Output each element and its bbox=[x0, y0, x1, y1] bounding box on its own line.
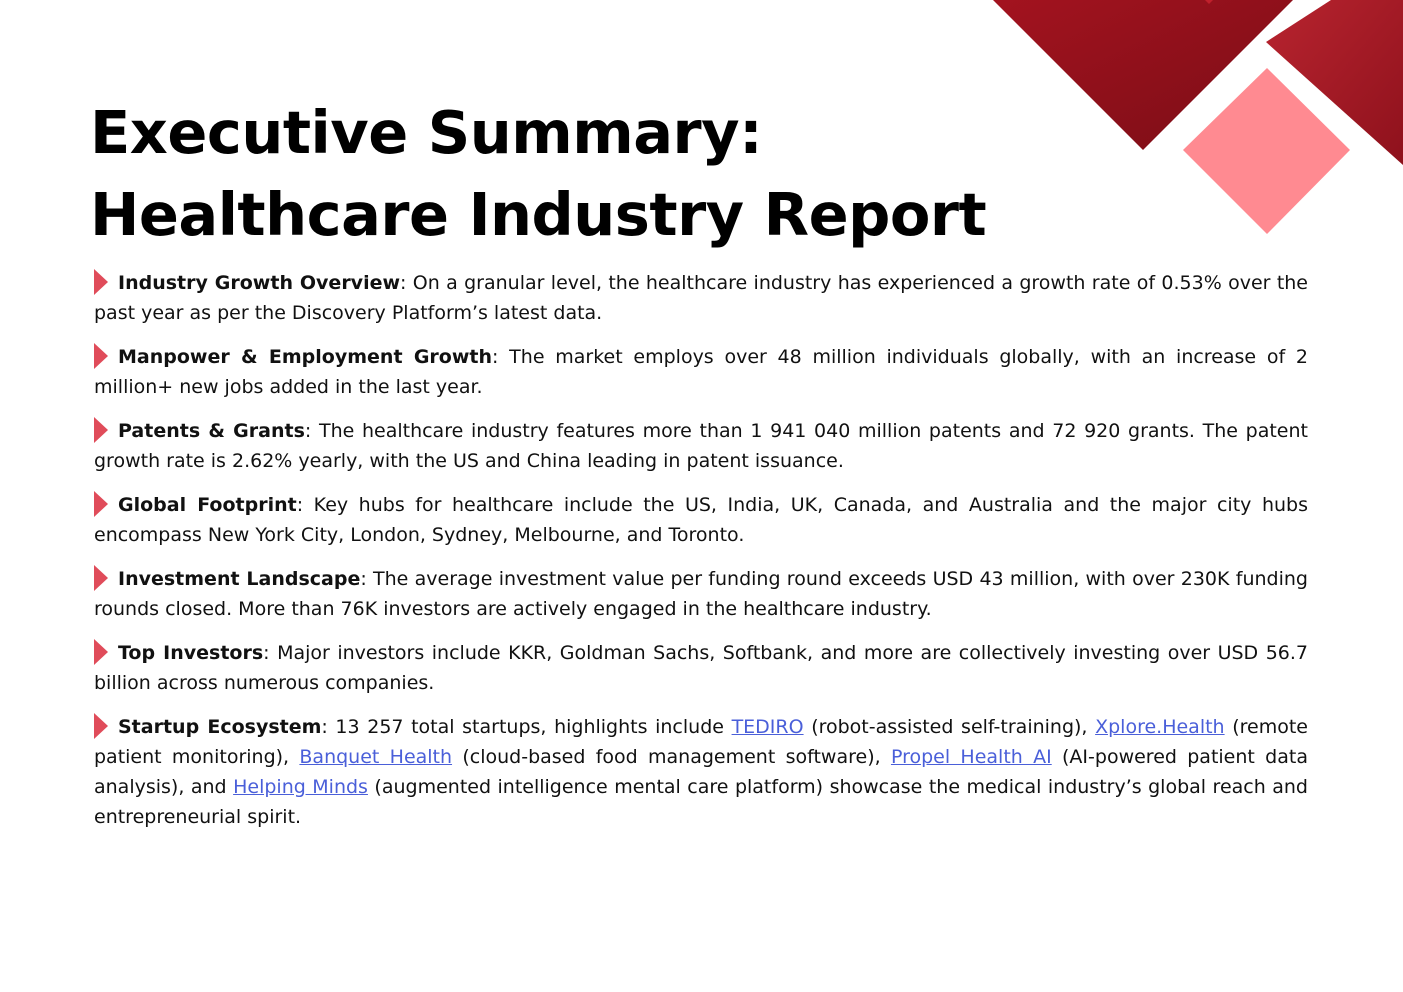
summary-item-startups bbox=[94, 712, 1308, 832]
summary-item-growth bbox=[94, 268, 1308, 328]
pink-diamond-shape bbox=[1183, 68, 1350, 234]
item-text: : On a granular level, the healthcare industry has experienced a growth rate of 0.53% over the past year as per the Discovery Platform’s latest data. bbox=[94, 272, 1308, 324]
arrow-marker-icon bbox=[94, 565, 108, 591]
startup-desc: (remote patient monitoring), bbox=[94, 716, 1308, 768]
title-line-1: Executive Summary: bbox=[90, 98, 763, 167]
startup-link-tediro[interactable]: TEDIRO bbox=[731, 716, 804, 738]
item-text: : Major investors include KKR, Goldman Sachs, Softbank, and more are collectively investing over USD 56.7 billion across numerous companies. bbox=[94, 642, 1308, 694]
arrow-marker-icon bbox=[94, 713, 108, 739]
item-label: Investment Landscape bbox=[118, 568, 361, 590]
item-label: Global Footprint bbox=[118, 494, 297, 516]
startup-desc: (cloud-based food management software), bbox=[452, 746, 891, 768]
item-text: : Key hubs for healthcare include the US, India, UK, Canada, and Australia and the major city hubs encompass New York City, London, Sydney, Melbourne, and Toronto. bbox=[94, 494, 1308, 546]
summary-item-manpower bbox=[94, 342, 1308, 402]
startup-link-propel-health-ai[interactable]: Propel Health AI bbox=[890, 746, 1052, 768]
arrow-marker-icon bbox=[94, 269, 108, 295]
item-label: Manpower & Employment Growth bbox=[118, 346, 493, 368]
small-red-mark bbox=[1205, 0, 1213, 4]
startup-desc: (augmented intelligence mental care platform) showcase the medical industry’s global reach and entrepreneurial spirit. bbox=[94, 776, 1308, 828]
item-label: Top Investors bbox=[118, 642, 264, 664]
summary-item-investors bbox=[94, 638, 1308, 698]
startup-link-xplore-health[interactable]: Xplore.Health bbox=[1095, 716, 1225, 738]
startup-link-helping-minds[interactable]: Helping Minds bbox=[233, 776, 368, 798]
item-label: Startup Ecosystem bbox=[118, 716, 322, 738]
startup-desc: (robot-assisted self-training), bbox=[803, 716, 1096, 738]
summary-item-footprint bbox=[94, 490, 1308, 550]
summary-item-patents bbox=[94, 416, 1308, 476]
summary-list bbox=[94, 268, 1308, 846]
item-text: : 13 257 total startups, highlights include bbox=[321, 716, 732, 738]
item-label: Industry Growth Overview bbox=[118, 272, 401, 294]
item-text: : The market employs over 48 million individuals globally, with an increase of 2 million+ new jobs added in the last year. bbox=[94, 346, 1308, 398]
item-text: : The healthcare industry features more than 1 941 040 million patents and 72 920 grants. The patent growth rate is 2.62% yearly, with the US and China leading in patent issuance. bbox=[94, 420, 1308, 472]
arrow-marker-icon bbox=[94, 491, 108, 517]
startup-link-banquet-health[interactable]: Banquet Health bbox=[299, 746, 453, 768]
mid-triangle-shape bbox=[1266, 0, 1403, 165]
arrow-marker-icon bbox=[94, 343, 108, 369]
summary-item-investment bbox=[94, 564, 1308, 624]
arrow-marker-icon bbox=[94, 639, 108, 665]
title-line-2: Healthcare Industry Report bbox=[90, 180, 987, 249]
item-label: Patents & Grants bbox=[118, 420, 305, 442]
page-title bbox=[90, 92, 1090, 256]
arrow-marker-icon bbox=[94, 417, 108, 443]
startup-desc: (AI-powered patient data analysis), and bbox=[94, 746, 1308, 798]
item-text: : The average investment value per funding round exceeds USD 43 million, with over 230K funding rounds closed. More than 76K investors are actively engaged in the healthcare industry. bbox=[94, 568, 1308, 620]
